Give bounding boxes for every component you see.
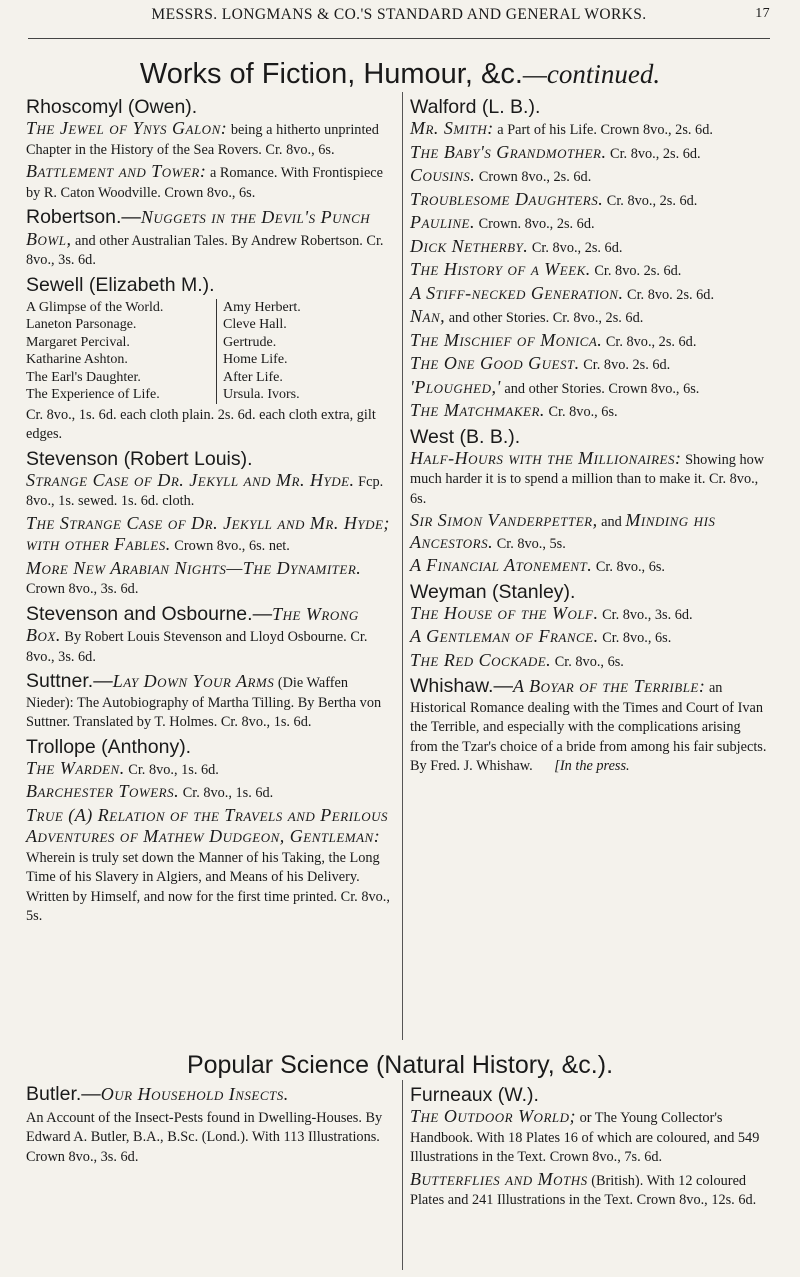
author-trollope: Trollope (Anthony). <box>26 735 192 758</box>
author-furneaux: Furneaux (W.). <box>410 1084 539 1106</box>
book-entry <box>410 354 770 376</box>
book-entry <box>410 143 770 165</box>
book-entry <box>26 806 398 927</box>
book-title: Our Household Insects. <box>100 1084 289 1104</box>
book-title: Half-Hours with the Millionaires: <box>410 447 682 468</box>
list-item: Cleve Hall. <box>223 317 287 332</box>
sewell-titles-left <box>26 299 217 404</box>
book-entry <box>410 166 770 188</box>
book-entry <box>410 511 770 554</box>
book-entry <box>410 190 770 212</box>
book-entry <box>26 782 398 804</box>
book-title: Barchester Towers. <box>26 781 180 801</box>
book-entry <box>410 284 770 306</box>
book-title: Nuggets in the Devil's Punch Bowl, <box>26 207 371 249</box>
author-robertson: Robertson.— <box>26 206 141 228</box>
book-entry <box>410 627 770 649</box>
author-weyman: Weyman (Stanley). <box>410 580 576 603</box>
book-description: Showing how much harder it is to spend a million than to make it. Cr. 8vo., 6s. <box>410 451 765 507</box>
book-description: Cr. 8vo., 1s. 6d. <box>128 761 219 778</box>
book-title: A Boyar of the Terrible: <box>512 676 706 696</box>
book-description: Cr. 8vo., 2s. 6d. <box>606 192 698 209</box>
science-left-column <box>26 1082 398 1169</box>
book-title: The Matchmaker. <box>410 400 545 420</box>
book-title: Lay Down Your Arms <box>112 671 275 691</box>
book-description: a Romance. With Frontispiece by R. Caton Woodville. Crown 8vo., 6s. <box>26 165 384 201</box>
book-entry <box>26 1082 398 1107</box>
list-item: Home Life. <box>223 352 288 367</box>
book-entry <box>26 119 398 160</box>
book-description: Cr. 8vo. 2s. 6d. <box>627 286 715 303</box>
book-entry <box>410 556 770 578</box>
sewell-titles-right <box>217 299 301 404</box>
book-description: Wherein is truly set down the Manner of his Taking, the Long Time of his Slavery in Algiers, and Means of his Delivery. Written by Himself, and now for the first time printed. Cr. 8vo., 5s. <box>26 849 390 924</box>
book-description: and other Australian Tales. By Andrew Robertson. Cr. 8vo., 3s. 6d. <box>26 232 384 268</box>
science-section-heading: Popular Science (Natural History, &c.). <box>186 1051 614 1079</box>
list-item: Laneton Parsonage. <box>26 317 137 332</box>
list-item: Katharine Ashton. <box>26 352 128 367</box>
book-description: a Part of his Life. Crown 8vo., 2s. 6d. <box>497 122 713 138</box>
book-description: and other Stories. Crown 8vo., 6s. <box>504 380 700 397</box>
book-title: Cousins. <box>410 165 476 185</box>
book-entry <box>410 401 770 423</box>
book-title: Minding his Ancestors. <box>410 510 716 552</box>
book-title: The Warden. <box>26 757 125 778</box>
fiction-left-column <box>26 94 398 929</box>
author-rhoscomyl: Rhoscomyl (Owen). <box>26 96 198 118</box>
book-description: Cr. 8vo., 2s. 6d. <box>531 239 623 256</box>
book-entry <box>410 449 770 510</box>
book-entry <box>26 759 398 781</box>
list-item: Margaret Percival. <box>26 334 130 350</box>
book-entry <box>410 260 770 282</box>
fiction-section-heading <box>30 58 770 90</box>
book-description: Cr. 8vo. 2s. 6d. <box>583 357 671 373</box>
book-title: Nan, <box>410 306 446 326</box>
book-entry <box>410 1107 770 1168</box>
book-description: Cr. 8vo., 2s. 6d. <box>605 333 697 350</box>
author-walford: Walford (L. B.). <box>410 96 541 118</box>
column-divider-fiction <box>402 92 403 1040</box>
book-title: Battlement and Tower: <box>26 161 207 181</box>
book-entry <box>410 237 770 259</box>
book-title: Sir Simon Vanderpetter, <box>410 510 598 530</box>
book-entry <box>410 378 770 400</box>
book-title: The History of a Week. <box>410 259 591 279</box>
list-item: Gertrude. <box>223 334 277 350</box>
book-description: Cr. 8vo., 2s. 6d. <box>610 145 701 162</box>
book-entry <box>26 669 398 733</box>
book-description: Cr. 8vo. 2s. 6d. <box>594 263 682 279</box>
author-suttner: Suttner.— <box>26 670 113 692</box>
book-title: The Mischief of Monica. <box>410 329 603 350</box>
book-description: an Historical Romance dealing with the Times and Court of Ivan the Terrible, and especially with the complications arising from the Tzar's choice of a bride from among his fair subjects. By Fred. J. Whishaw. <box>410 680 767 774</box>
fiction-heading-continued: —continued. <box>522 59 661 89</box>
book-title: Strange Case of Dr. Jekyll and Mr. Hyde. <box>26 469 355 490</box>
book-description: Cr. 8vo., 5s. <box>496 535 566 552</box>
book-description: Cr. 8vo., 6s. <box>548 404 618 420</box>
book-title: The Strange Case of Dr. Jekyll and Mr. Hyde; with other Fables. <box>26 512 390 554</box>
book-description: Crown 8vo., 2s. 6d. <box>478 169 592 185</box>
list-item: Ursula. Ivors. <box>223 387 300 402</box>
book-title: The Red Cockade. <box>410 649 552 670</box>
book-description: Cr. 8vo., 3s. 6d. <box>602 606 693 623</box>
book-title: The House of the Wolf. <box>410 602 599 623</box>
book-title: 'Ploughed,' <box>410 376 501 397</box>
book-entry <box>410 307 770 329</box>
book-title: The Outdoor World; <box>410 1106 576 1126</box>
book-title: The Wrong Box. <box>26 603 359 645</box>
list-item: After Life. <box>223 369 283 385</box>
book-entry <box>26 471 398 512</box>
book-entry <box>26 162 398 203</box>
author-stevenson-osbourne: Stevenson and Osbourne.— <box>26 602 273 625</box>
book-entry <box>26 514 398 557</box>
book-title: More New Arabian Nights—The Dynamiter. <box>26 557 362 578</box>
book-title: True (A) Relation of the Travels and Perilous Adventures of Mathew Dudgeon, Gentleman: <box>26 804 388 846</box>
book-description: Crown. 8vo., 2s. 6d. <box>478 216 595 232</box>
book-description: Cr. 8vo., 6s. <box>595 559 665 575</box>
list-item: Amy Herbert. <box>223 299 301 315</box>
author-west: West (B. B.). <box>410 425 521 448</box>
book-entry <box>26 602 398 668</box>
book-entry <box>410 604 770 626</box>
book-title: A Financial Atonement. <box>410 555 593 575</box>
book-entry <box>410 331 770 353</box>
book-description: Crown 8vo., 3s. 6d. <box>26 581 139 597</box>
sewell-title-list <box>26 299 398 404</box>
page-number: 17 <box>755 6 770 21</box>
author-stevenson: Stevenson (Robert Louis). <box>26 447 253 470</box>
fiction-right-column <box>410 94 770 779</box>
author-whishaw: Whishaw.— <box>410 675 513 697</box>
book-description: being a hitherto unprinted Chapter in the History of the Sea Rovers. Cr. 8vo., 6s. <box>26 122 379 158</box>
book-title: Pauline. <box>410 212 475 232</box>
book-description: (British). With 12 coloured Plates and 241 Illustrations in the Text. Crown 8vo., 12s. 6d. <box>410 1172 757 1208</box>
book-description: and other Stories. Cr. 8vo., 2s. 6d. <box>448 310 644 326</box>
book-title: The Baby's Grandmother. <box>410 141 607 162</box>
book-entry <box>26 559 398 600</box>
sewell-price: Cr. 8vo., 1s. 6d. each cloth plain. 2s. 6d. each cloth extra, gilt edges. <box>26 406 376 442</box>
running-head <box>28 6 770 39</box>
book-title: A Stiff-necked Generation. <box>410 282 624 303</box>
book-title: A Gentleman of France. <box>410 626 599 646</box>
book-description: Cr. 8vo., 1s. 6d. <box>182 785 274 801</box>
author-sewell: Sewell (Elizabeth M.). <box>26 273 215 296</box>
list-item: The Experience of Life. <box>26 387 160 402</box>
list-item: A Glimpse of the World. <box>26 299 164 315</box>
book-title: Troublesome Daughters. <box>410 188 604 209</box>
book-description: or The Young Collector's Handbook. With 18 Plates 16 of which are coloured, and 549 Illustrations in the Text. Crown 8vo., 7s. 6d. <box>410 1110 760 1165</box>
author-butler: Butler.— <box>26 1083 101 1105</box>
book-connector: and <box>601 514 622 530</box>
fiction-heading-main: Works of Fiction, Humour, &c. <box>139 58 523 90</box>
column-divider-science <box>402 1080 403 1270</box>
running-head-title: MESSRS. LONGMANS & CO.'S STANDARD AND GENERAL WORKS. <box>151 6 647 23</box>
list-item: The Earl's Daughter. <box>26 369 141 385</box>
book-entry <box>410 213 770 235</box>
book-description: (Die Waffen Nieder): The Autobiography of Martha Tilling. By Bertha von Suttner. Translated by T. Holmes. Cr. 8vo., 1s. 6d. <box>26 675 382 730</box>
book-title: The One Good Guest. <box>410 353 580 373</box>
book-entry <box>410 1170 770 1211</box>
book-description: Fcp. 8vo., 1s. sewed. 1s. 6d. cloth. <box>26 473 384 509</box>
book-description: By Robert Louis Stevenson and Lloyd Osbourne. Cr. 8vo., 3s. 6d. <box>26 629 368 665</box>
book-description: Cr. 8vo., 6s. <box>602 630 672 646</box>
book-entry <box>26 205 398 271</box>
press-note: [In the press. <box>554 758 630 774</box>
book-entry <box>410 651 770 673</box>
book-title: Butterflies and Moths <box>410 1168 588 1189</box>
book-title: Dick Netherby. <box>410 235 529 256</box>
book-description: Cr. 8vo., 6s. <box>554 653 624 670</box>
book-entry <box>410 674 770 777</box>
book-title: The Jewel of Ynys Galon: <box>26 118 228 138</box>
book-entry <box>410 119 770 141</box>
book-title: Mr. Smith: <box>410 118 494 138</box>
science-right-column <box>410 1082 770 1213</box>
book-description: Crown 8vo., 6s. net. <box>174 538 290 554</box>
book-description: An Account of the Insect-Pests found in Dwelling-Houses. By Edward A. Butler, B.A., B.Sc. (Lond.). With 113 Illustrations. Crown 8vo., 3s. 6d. <box>26 1109 383 1165</box>
